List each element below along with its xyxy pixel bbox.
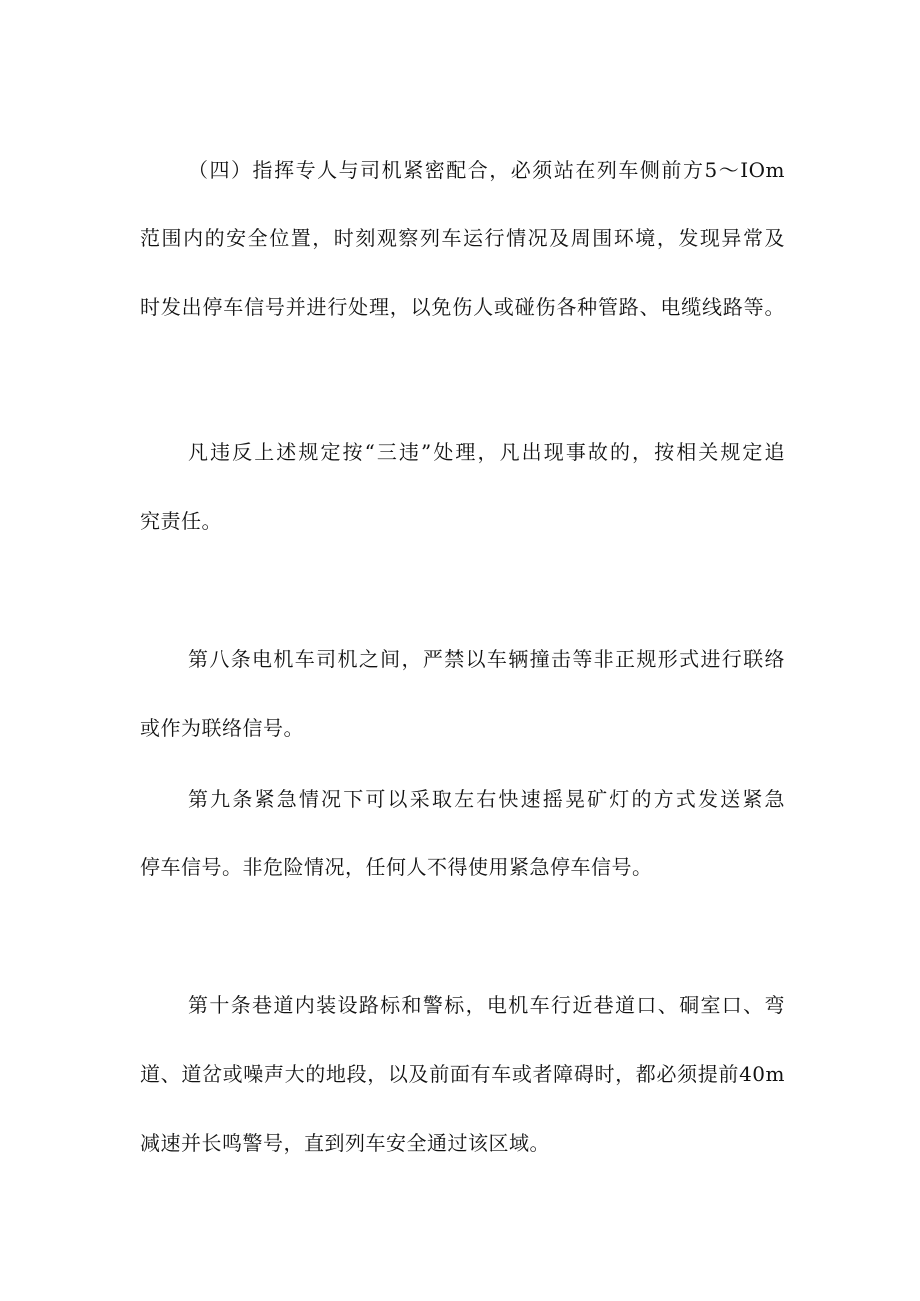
paragraph-1-line-3: 时发出停车信号并进行处理，以免伤人或碰伤各种管路、电缆线路等。: [140, 295, 785, 319]
paragraph-1-line-2: 范围内的安全位置，时刻观察列车运行情况及周围环境，发现异常及: [140, 226, 785, 250]
paragraph-5-line-3: 减速并长鸣警号，直到列车安全通过该区域。: [140, 1131, 550, 1155]
paragraph-2-line-1: 凡违反上述规定按“三违”处理，凡出现事故的，按相关规定追: [188, 440, 785, 464]
paragraph-4-line-1: 第九条紧急情况下可以采取左右快速摇晃矿灯的方式发送紧急: [188, 787, 785, 811]
paragraph-3-line-1: 第八条电机车司机之间，严禁以车辆撞击等非正规形式进行联络: [188, 647, 785, 671]
paragraph-1-line-1: （四）指挥专人与司机紧密配合，必须站在列车侧前方5～IOm: [188, 158, 785, 182]
paragraph-3-line-2: 或作为联络信号。: [140, 716, 304, 740]
paragraph-2-line-2: 究责任。: [140, 509, 222, 533]
paragraph-5-line-1: 第十条巷道内装设路标和警标，电机车行近巷道口、硐室口、弯: [188, 993, 785, 1017]
paragraph-5-line-2: 道、道岔或噪声大的地段，以及前面有车或者障碍时，都必须提前40m: [140, 1062, 785, 1086]
paragraph-4-line-2: 停车信号。非危险情况，任何人不得使用紧急停车信号。: [140, 855, 653, 879]
